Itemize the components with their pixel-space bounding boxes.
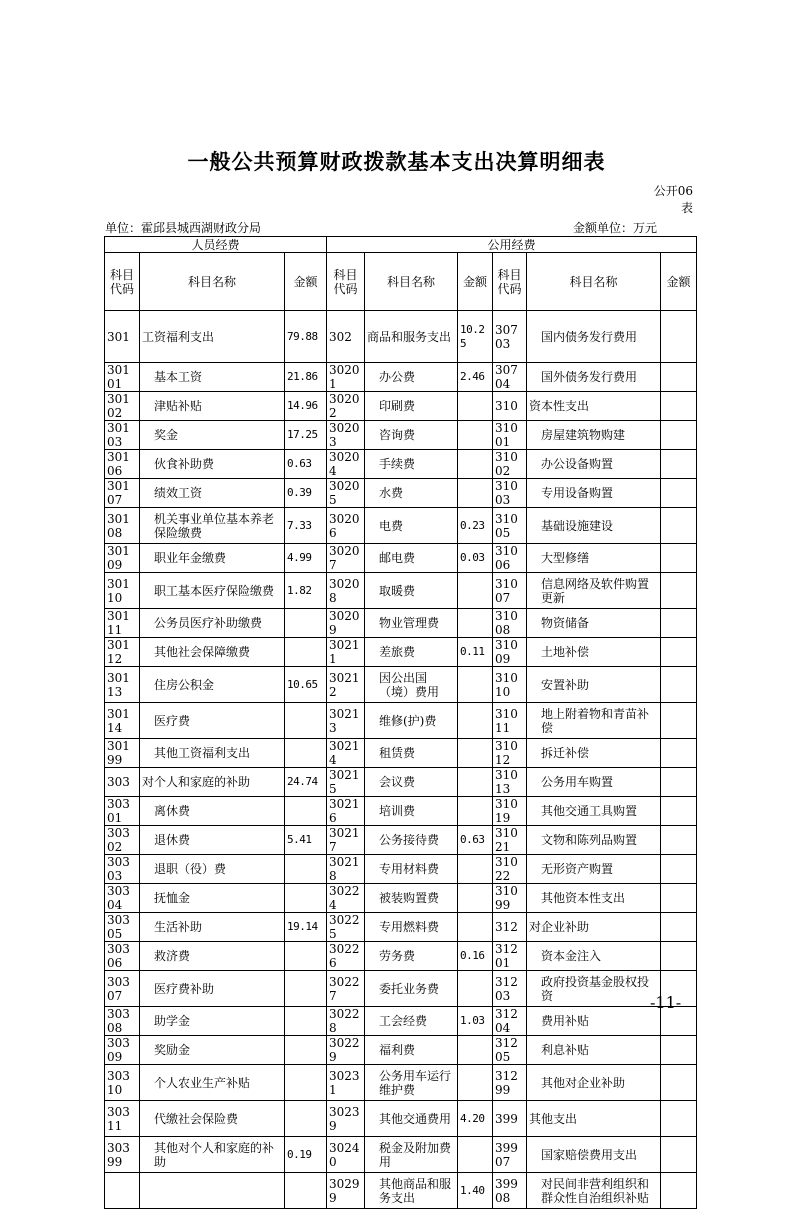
subject-name-cell: 助学金 [140,1007,285,1036]
amount-cell [285,1101,327,1137]
subject-code-cell: 30306 [105,942,140,971]
amount-cell [661,855,697,884]
amount-cell [458,450,493,479]
amount-cell [458,855,493,884]
amount-cell [458,768,493,797]
amount-cell [661,479,697,508]
subject-code-cell: 30113 [105,667,140,703]
subject-name-cell: 伙食补助费 [140,450,285,479]
subject-code-cell: 30302 [105,826,140,855]
subject-code-cell: 31003 [493,479,527,508]
subject-name-cell: 培训费 [365,797,458,826]
table-row [105,311,697,363]
table-row [105,392,697,421]
table-row [105,421,697,450]
amount-cell: 14.96 [285,392,327,421]
amount-cell [661,363,697,392]
subject-code-cell: 31021 [493,826,527,855]
subject-name-cell: 政府投资基金股权投资 [527,971,661,1007]
subject-code-cell: 30107 [105,479,140,508]
amount-cell [661,797,697,826]
amount-cell: 0.03 [458,544,493,573]
subject-code-cell: 30206 [327,508,365,544]
subject-name-cell: 物业管理费 [365,609,458,638]
amount-cell [458,913,493,942]
table-row [105,1065,697,1101]
subject-code-cell: 30310 [105,1065,140,1101]
subject-code-cell: 31007 [493,573,527,609]
subject-code-cell: 30304 [105,884,140,913]
amount-cell [458,739,493,768]
amount-cell: 24.74 [285,768,327,797]
subject-name-cell: 医疗费补助 [140,971,285,1007]
amount-cell [661,573,697,609]
col-header-code: 科目代码 [327,253,365,311]
subject-name-cell: 其他对企业补助 [527,1065,661,1101]
subject-name-cell: 印刷费 [365,392,458,421]
subject-name-cell: 国家赔偿费用支出 [527,1137,661,1173]
subject-name-cell: 抚恤金 [140,884,285,913]
amount-cell [661,1137,697,1173]
subject-name-cell: 工资福利支出 [140,311,285,363]
subject-code-cell: 31012 [493,739,527,768]
amount-cell [458,609,493,638]
subject-name-cell: 手续费 [365,450,458,479]
table-row [105,913,697,942]
amount-cell: 0.19 [285,1137,327,1173]
table-row [105,450,697,479]
subject-name-cell: 公务用车购置 [527,768,661,797]
subject-code-cell: 30299 [327,1173,365,1209]
amount-cell [661,768,697,797]
col-header-name: 科目名称 [365,253,458,311]
subject-code-cell [105,1173,140,1209]
subject-code-cell: 30217 [327,826,365,855]
amount-cell: 0.11 [458,638,493,667]
subject-code-cell: 31002 [493,450,527,479]
subject-name-cell: 住房公积金 [140,667,285,703]
subject-code-cell: 30207 [327,544,365,573]
subject-code-cell: 31299 [493,1065,527,1101]
subject-code-cell: 312 [493,913,527,942]
subject-code-cell: 31099 [493,884,527,913]
amount-cell [458,667,493,703]
table-row [105,826,697,855]
subject-code-cell: 30239 [327,1101,365,1137]
amount-cell [661,421,697,450]
amount-cell: 1.40 [458,1173,493,1209]
col-header-amount: 金额 [285,253,327,311]
amount-cell [285,609,327,638]
subject-name-cell: 地上附着物和青苗补偿 [527,703,661,739]
amount-cell [661,703,697,739]
subject-name-cell: 物资储备 [527,609,661,638]
amount-cell [458,1065,493,1101]
col-header-amount: 金额 [661,253,697,311]
subject-name-cell: 差旅费 [365,638,458,667]
subject-name-cell: 专用设备购置 [527,479,661,508]
subject-name-cell: 公务员医疗补助缴费 [140,609,285,638]
subject-name-cell: 生活补助 [140,913,285,942]
subject-name-cell: 奖励金 [140,1036,285,1065]
col-header-name: 科目名称 [527,253,661,311]
subject-code-cell: 31013 [493,768,527,797]
group-header-public: 公用经费 [327,237,697,253]
subject-code-cell: 30399 [105,1137,140,1173]
subject-code-cell: 31011 [493,703,527,739]
subject-name-cell: 基本工资 [140,363,285,392]
subject-name-cell: 拆迁补偿 [527,739,661,768]
amount-cell [285,1065,327,1101]
subject-name-cell: 其他支出 [527,1101,661,1137]
subject-code-cell: 31201 [493,942,527,971]
subject-code-cell: 30101 [105,363,140,392]
amount-cell [285,942,327,971]
group-header-personnel: 人员经费 [105,237,327,253]
subject-code-cell: 31203 [493,971,527,1007]
table-row [105,703,697,739]
subject-name-cell [140,1173,285,1209]
amount-cell: 21.86 [285,363,327,392]
subject-code-cell: 39908 [493,1173,527,1209]
subject-name-cell: 公务用车运行维护费 [365,1065,458,1101]
amount-cell [285,703,327,739]
amount-cell [458,971,493,1007]
amount-cell [285,797,327,826]
subject-code-cell: 30229 [327,1036,365,1065]
subject-code-cell: 30108 [105,508,140,544]
amount-cell [661,884,697,913]
amount-cell: 19.14 [285,913,327,942]
subject-name-cell: 办公费 [365,363,458,392]
table-row [105,1036,697,1065]
amount-cell [661,913,697,942]
subject-code-cell: 30305 [105,913,140,942]
table-row [105,573,697,609]
subject-name-cell: 资本性支出 [527,392,661,421]
subject-code-cell: 30214 [327,739,365,768]
subject-code-cell: 30227 [327,971,365,1007]
amount-cell [285,1173,327,1209]
subject-code-cell: 31001 [493,421,527,450]
subject-name-cell: 国外债务发行费用 [527,363,661,392]
subject-name-cell: 对企业补助 [527,913,661,942]
subject-code-cell: 30201 [327,363,365,392]
subject-code-cell: 30228 [327,1007,365,1036]
subject-code-cell: 30199 [105,739,140,768]
subject-name-cell: 退休费 [140,826,285,855]
table-row [105,855,697,884]
subject-code-cell: 30208 [327,573,365,609]
amount-cell [458,479,493,508]
subject-name-cell: 公务接待费 [365,826,458,855]
subject-code-cell: 30224 [327,884,365,913]
subject-name-cell: 资本金注入 [527,942,661,971]
table-row [105,884,697,913]
subject-name-cell: 离休费 [140,797,285,826]
subject-code-cell: 30704 [493,363,527,392]
amount-cell: 0.63 [285,450,327,479]
amount-cell [458,884,493,913]
subject-code-cell: 39907 [493,1137,527,1173]
subject-code-cell: 30203 [327,421,365,450]
table-row [105,508,697,544]
subject-name-cell: 房屋建筑物购建 [527,421,661,450]
subject-name-cell: 维修(护)费 [365,703,458,739]
amount-cell [458,797,493,826]
subject-name-cell: 其他商品和服务支出 [365,1173,458,1209]
subject-code-cell: 31022 [493,855,527,884]
page-title: 一般公共预算财政拨款基本支出决算明细表 [187,149,606,174]
table-row [105,942,697,971]
subject-name-cell: 税金及附加费用 [365,1137,458,1173]
table-row [105,638,697,667]
amount-cell [661,311,697,363]
subject-code-cell: 31008 [493,609,527,638]
subject-code-cell: 30301 [105,797,140,826]
amount-cell: 17.25 [285,421,327,450]
subject-code-cell: 30202 [327,392,365,421]
amount-cell [285,739,327,768]
table-row [105,1173,697,1209]
subject-code-cell: 310 [493,392,527,421]
subject-name-cell: 国内债务发行费用 [527,311,661,363]
subject-name-cell: 被装购置费 [365,884,458,913]
subject-code-cell: 303 [105,768,140,797]
subject-code-cell: 30311 [105,1101,140,1137]
amount-cell: 0.23 [458,508,493,544]
subject-code-cell: 30106 [105,450,140,479]
subject-name-cell: 奖金 [140,421,285,450]
table-row [105,797,697,826]
table-code-line1: 公开06 [653,184,693,198]
subject-name-cell: 土地补偿 [527,638,661,667]
subject-name-cell: 其他社会保障缴费 [140,638,285,667]
amount-cell [285,1007,327,1036]
amount-unit-label: 金额单位：万元 [573,221,658,235]
subject-name-cell: 救济费 [140,942,285,971]
subject-name-cell: 会议费 [365,768,458,797]
amount-cell [458,573,493,609]
subject-name-cell: 其他交通费用 [365,1101,458,1137]
subject-name-cell: 对个人和家庭的补助 [140,768,285,797]
amount-cell: 0.63 [458,826,493,855]
subject-name-cell: 信息网络及软件购置更新 [527,573,661,609]
table-row [105,609,697,638]
subject-code-cell: 31205 [493,1036,527,1065]
table-row [105,544,697,573]
subject-name-cell: 机关事业单位基本养老保险缴费 [140,508,285,544]
subject-name-cell: 绩效工资 [140,479,285,508]
amount-cell [458,1036,493,1065]
subject-code-cell: 30307 [105,971,140,1007]
subject-code-cell: 30211 [327,638,365,667]
amount-cell [661,638,697,667]
subject-name-cell: 取暖费 [365,573,458,609]
table-row [105,1137,697,1173]
subject-name-cell: 对民间非营利组织和群众性自治组织补贴 [527,1173,661,1209]
amount-cell [661,1036,697,1065]
table-row [105,479,697,508]
amount-cell [458,421,493,450]
subject-code-cell: 30110 [105,573,140,609]
subject-code-cell: 31009 [493,638,527,667]
subject-name-cell: 大型修缮 [527,544,661,573]
subject-code-cell: 30204 [327,450,365,479]
amount-cell: 4.99 [285,544,327,573]
amount-cell [661,609,697,638]
subject-code-cell: 31010 [493,667,527,703]
subject-code-cell: 30231 [327,1065,365,1101]
amount-cell [458,1137,493,1173]
subject-code-cell: 30213 [327,703,365,739]
subject-code-cell: 30309 [105,1036,140,1065]
amount-cell: 0.39 [285,479,327,508]
amount-cell [285,884,327,913]
amount-cell: 2.46 [458,363,493,392]
subject-code-cell: 30215 [327,768,365,797]
subject-code-cell: 399 [493,1101,527,1137]
subject-code-cell: 31005 [493,508,527,544]
subject-code-cell: 30205 [327,479,365,508]
amount-cell [285,855,327,884]
subject-name-cell: 职工基本医疗保险缴费 [140,573,285,609]
amount-cell [661,739,697,768]
amount-cell [661,826,697,855]
expenditure-table [104,236,697,1209]
subject-code-cell: 30216 [327,797,365,826]
col-header-name: 科目名称 [140,253,285,311]
subject-name-cell: 其他交通工具购置 [527,797,661,826]
subject-code-cell: 30303 [105,855,140,884]
subject-name-cell: 租赁费 [365,739,458,768]
amount-cell [285,1036,327,1065]
subject-code-cell: 30218 [327,855,365,884]
subject-name-cell: 委托业务费 [365,971,458,1007]
subject-code-cell: 30109 [105,544,140,573]
table-row [105,363,697,392]
amount-cell [661,1173,697,1209]
subject-code-cell: 30111 [105,609,140,638]
subject-name-cell: 代缴社会保险费 [140,1101,285,1137]
subject-name-cell: 基础设施建设 [527,508,661,544]
subject-name-cell: 因公出国（境）费用 [365,667,458,703]
amount-cell [661,1065,697,1101]
subject-code-cell: 30102 [105,392,140,421]
table-row [105,739,697,768]
table-row [105,768,697,797]
subject-name-cell: 利息补贴 [527,1036,661,1065]
amount-cell [661,667,697,703]
amount-cell [661,1101,697,1137]
subject-code-cell: 30703 [493,311,527,363]
amount-cell: 4.20 [458,1101,493,1137]
amount-cell: 10.65 [285,667,327,703]
subject-code-cell: 302 [327,311,365,363]
table-code [654,183,693,217]
subject-code-cell: 31006 [493,544,527,573]
subject-code-cell: 30240 [327,1137,365,1173]
subject-code-cell: 30308 [105,1007,140,1036]
subject-code-cell: 31019 [493,797,527,826]
subject-code-cell: 30114 [105,703,140,739]
subject-code-cell: 30112 [105,638,140,667]
amount-cell [661,544,697,573]
amount-cell: 0.16 [458,942,493,971]
subject-name-cell: 专用材料费 [365,855,458,884]
amount-cell [661,392,697,421]
subject-name-cell: 电费 [365,508,458,544]
subject-code-cell: 301 [105,311,140,363]
col-header-code: 科目代码 [105,253,140,311]
subject-name-cell: 专用燃料费 [365,913,458,942]
subject-name-cell: 其他资本性支出 [527,884,661,913]
subject-code-cell: 30225 [327,913,365,942]
amount-cell: 10.25 [458,311,493,363]
subject-name-cell: 文物和陈列品购置 [527,826,661,855]
table-row [105,1101,697,1137]
amount-cell: 1.82 [285,573,327,609]
amount-cell [661,450,697,479]
table-row [105,971,697,1007]
amount-cell [285,638,327,667]
amount-cell [458,392,493,421]
amount-cell: 5.41 [285,826,327,855]
subject-name-cell: 医疗费 [140,703,285,739]
subject-name-cell: 商品和服务支出 [365,311,458,363]
col-header-amount: 金额 [458,253,493,311]
amount-cell: 7.33 [285,508,327,544]
page-number: -11- [650,993,682,1012]
subject-name-cell: 劳务费 [365,942,458,971]
subject-name-cell: 退职（役）费 [140,855,285,884]
amount-cell: 1.03 [458,1007,493,1036]
subject-code-cell: 30103 [105,421,140,450]
subject-name-cell: 个人农业生产补贴 [140,1065,285,1101]
subject-name-cell: 其他对个人和家庭的补助 [140,1137,285,1173]
subject-name-cell: 津贴补贴 [140,392,285,421]
unit-label: 单位：霍邱县城西湖财政分局 [105,221,262,235]
subject-code-cell: 30209 [327,609,365,638]
amount-cell [661,942,697,971]
amount-cell: 79.88 [285,311,327,363]
subject-code-cell: 30212 [327,667,365,703]
amount-cell [285,971,327,1007]
subject-name-cell: 水费 [365,479,458,508]
subject-code-cell: 31204 [493,1007,527,1036]
subject-code-cell: 30226 [327,942,365,971]
subject-name-cell: 费用补贴 [527,1007,661,1036]
subject-name-cell: 安置补助 [527,667,661,703]
col-header-code: 科目代码 [493,253,527,311]
subject-name-cell: 无形资产购置 [527,855,661,884]
subject-name-cell: 咨询费 [365,421,458,450]
table-code-line2: 表 [680,201,693,215]
subject-name-cell: 工会经费 [365,1007,458,1036]
amount-cell [458,703,493,739]
amount-cell [661,508,697,544]
subject-name-cell: 办公设备购置 [527,450,661,479]
subject-name-cell: 其他工资福利支出 [140,739,285,768]
subject-name-cell: 邮电费 [365,544,458,573]
table-row [105,1007,697,1036]
table-row [105,667,697,703]
subject-name-cell: 福利费 [365,1036,458,1065]
subject-name-cell: 职业年金缴费 [140,544,285,573]
